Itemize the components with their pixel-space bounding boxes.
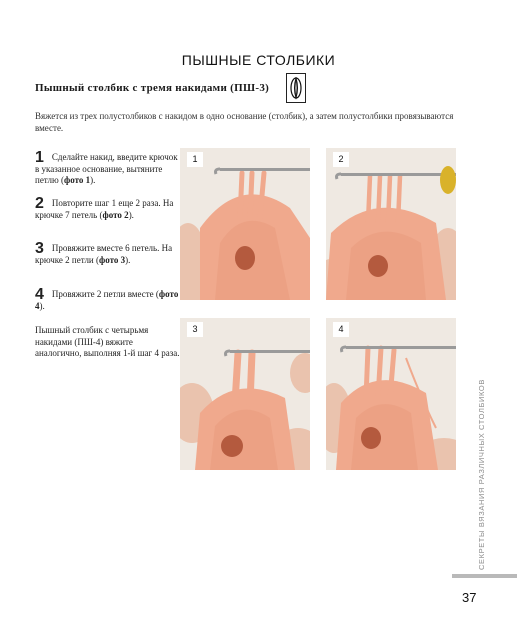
photo-2 xyxy=(326,148,456,300)
step-text: Сделайте накид, введите крючок в указанное основание, вытяните петлю ( xyxy=(35,152,178,185)
step-end: ). xyxy=(90,175,96,185)
description: Вяжется из трех полустолбиков с накидом в одно основание (столбик), а затем полустолбики провязываются вместе. xyxy=(35,111,454,133)
section-subtitle: Пышный столбик с тремя накидами (ПШ-3) xyxy=(35,82,270,94)
step-text: Повторите шаг 1 еще 2 раза. На крючке 7 петель ( xyxy=(35,198,174,220)
step-end: ). xyxy=(125,254,131,265)
page-number: 37 xyxy=(462,590,477,605)
photo-number: 3 xyxy=(187,322,203,337)
puff-stitch-symbol-icon xyxy=(286,73,306,103)
photo-ref: фото 2 xyxy=(102,209,129,220)
step-number: 2 xyxy=(35,195,44,212)
step-2 xyxy=(35,196,180,221)
step-text: Провяжите вместе 6 петель. На крючке 2 петли ( xyxy=(35,243,173,265)
note: Пышный столбик с четырьмя накидами (ПШ-4) вяжите аналогично, выполняя 1-й шаг 4 раза. xyxy=(35,325,180,358)
step-4 xyxy=(35,287,180,312)
step-end: ). xyxy=(128,209,134,220)
photo-ref: фото 4 xyxy=(35,289,179,311)
photo-1 xyxy=(180,148,310,300)
step-1 xyxy=(35,150,180,187)
step-number: 1 xyxy=(35,149,44,166)
photo-number: 4 xyxy=(333,322,349,337)
side-running-title: СЕКРЕТЫ ВЯЗАНИЯ РАЗЛИЧНЫХ СТОЛБИКОВ xyxy=(477,379,486,570)
photo-number: 1 xyxy=(187,152,203,167)
step-number: 4 xyxy=(35,286,44,303)
photo-ref: фото 1 xyxy=(63,175,91,185)
photo-3 xyxy=(180,318,310,470)
step-3 xyxy=(35,241,180,266)
step-number: 3 xyxy=(35,240,44,257)
step-end: ). xyxy=(39,300,45,311)
photo-ref: фото 3 xyxy=(99,254,126,265)
step-text: Провяжите 2 петли вместе ( xyxy=(51,289,159,299)
footer-bar xyxy=(452,574,517,578)
page-title: ПЫШНЫЕ СТОЛБИКИ xyxy=(181,52,336,68)
photo-4 xyxy=(326,318,456,470)
photo-number: 2 xyxy=(333,152,349,167)
